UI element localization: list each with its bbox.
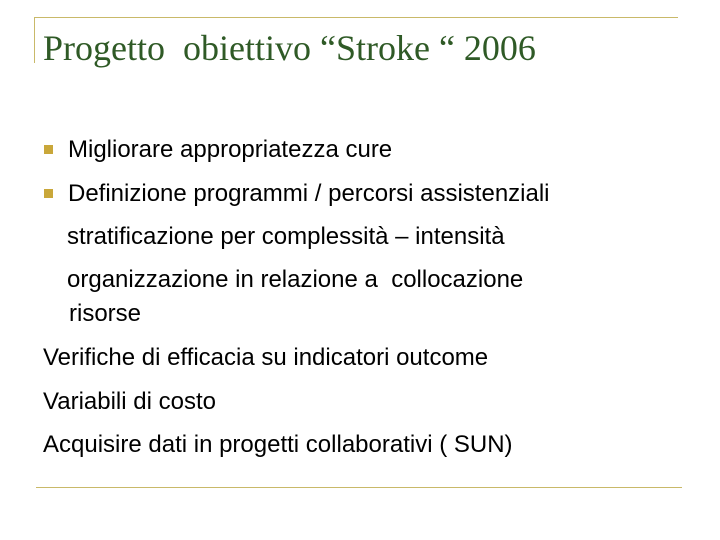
- subitem-organizzazione: organizzazione in relazione a collocazione: [67, 266, 524, 293]
- text-line-verifiche: Verifiche di efficacia su indicatori outcome: [43, 344, 489, 371]
- text-line-variabili: Variabili di costo: [43, 388, 216, 415]
- subitem-risorse: risorse: [69, 300, 142, 327]
- bullet-square-icon: [44, 145, 53, 154]
- bullet-square-icon: [44, 189, 53, 198]
- bullet-item-1: Migliorare appropriatezza cure: [68, 136, 393, 163]
- bottom-divider: [36, 487, 682, 488]
- text-line-acquisire: Acquisire dati in progetti collaborativi ( SUN): [43, 431, 513, 458]
- slide-title: Progetto obiettivo “Stroke “ 2006: [43, 28, 536, 68]
- subitem-stratificazione: stratificazione per complessità – intensità: [67, 223, 505, 250]
- bullet-item-2: Definizione programmi / percorsi assistenziali: [68, 180, 550, 207]
